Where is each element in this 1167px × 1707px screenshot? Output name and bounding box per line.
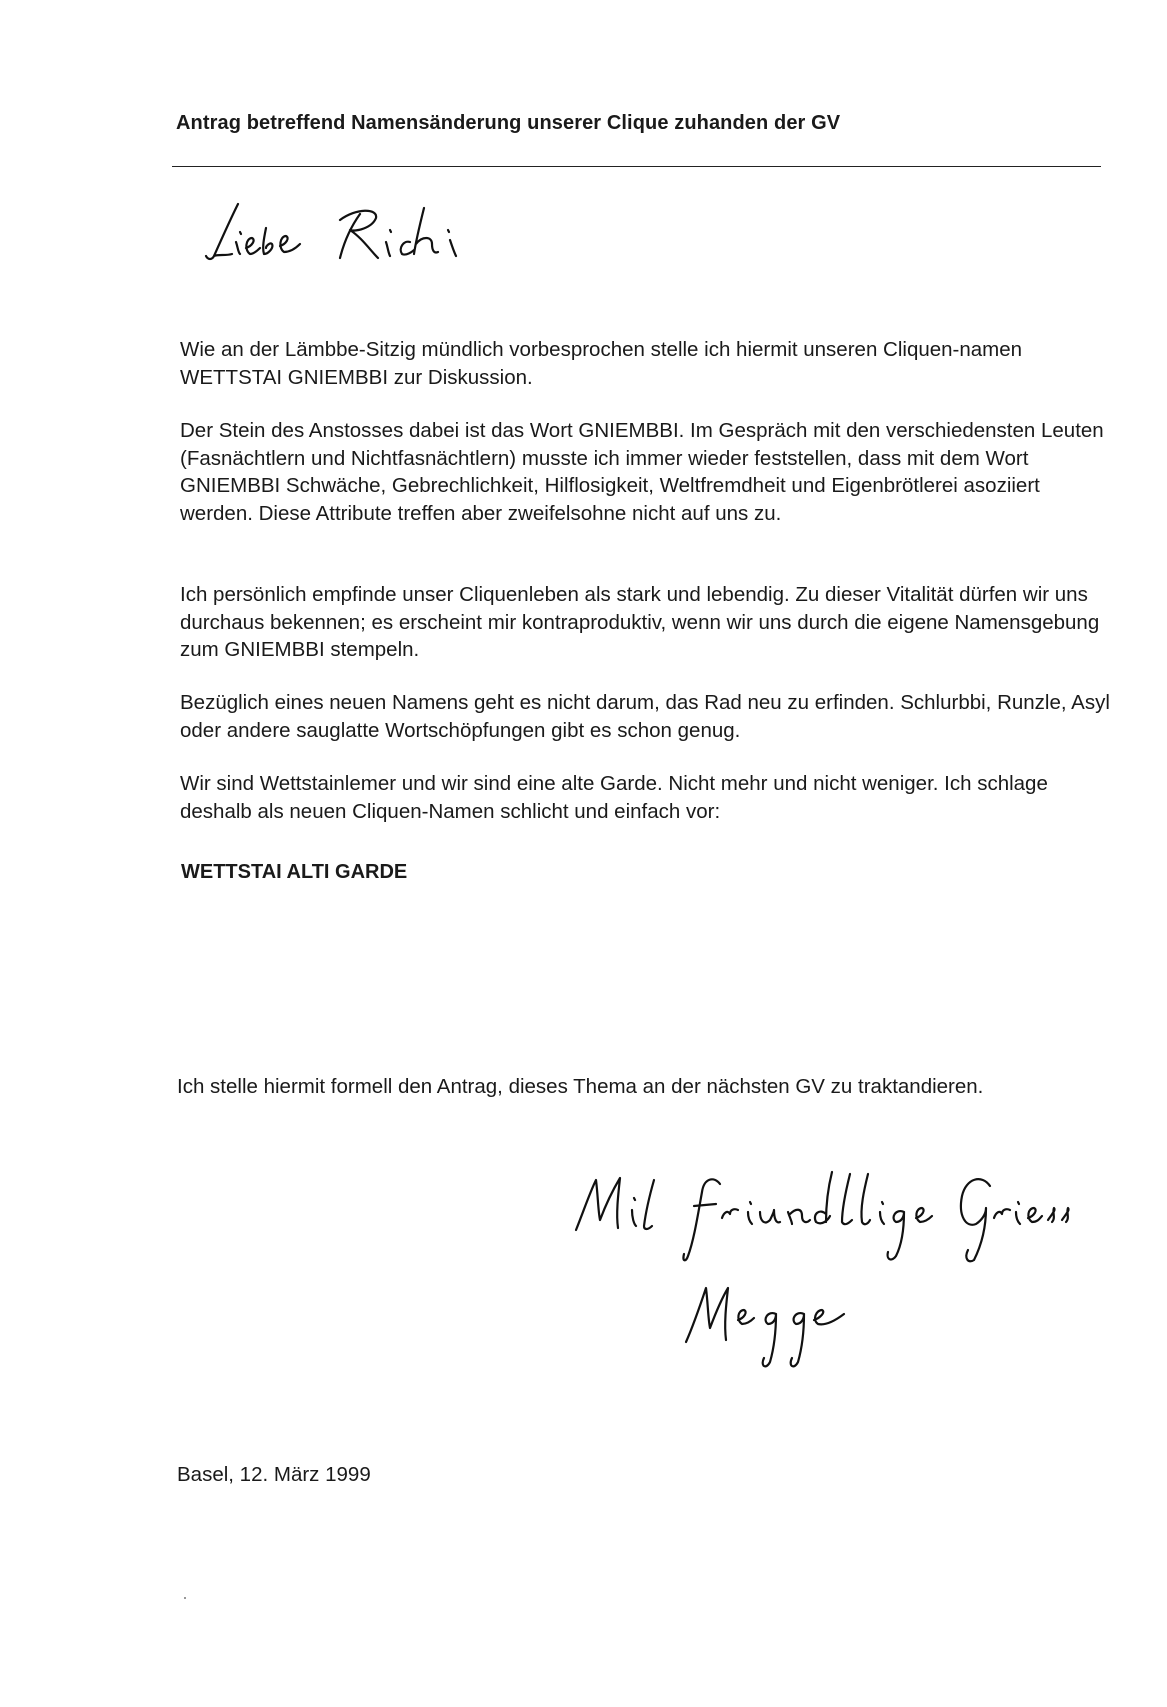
paragraph-3-text: Ich persönlich empfinde unser Cliquenleben als stark und lebendig. Zu dieser Vitalität dürfen wir uns durchaus bekennen; es erscheint mir kontraproduktiv, wenn wir uns durch die eigene Namensgebung zum GNIEMBBI stempeln. bbox=[180, 583, 1100, 661]
formal-request: Ich stelle hiermit formell den Antrag, dieses Thema an der nächsten GV zu traktandieren. bbox=[177, 1075, 984, 1098]
heading-rule bbox=[172, 166, 1101, 167]
scan-speck bbox=[184, 1597, 186, 1599]
paragraph-4-text: Bezüglich eines neuen Namens geht es nicht darum, das Rad neu zu erfinden. Schlurbbi, Runzle, Asyl oder andere sauglatte Wortschöpfungen gibt es schon genug. bbox=[180, 691, 1110, 742]
letter-heading: Antrag betreffend Namensänderung unserer Clique zuhanden der GV bbox=[176, 112, 841, 134]
paragraph-1 bbox=[180, 336, 1110, 391]
paragraph-2 bbox=[180, 417, 1110, 527]
paragraph-2-text: Der Stein des Anstosses dabei ist das Wort GNIEMBBI. Im Gespräch mit den verschiedensten Leuten (Fasnächtlern und Nichtfasnächtlern) musste ich immer wieder feststellen, dass mit dem Wort GNIEMBBI Schwäche, Gebrechlichkeit, Hilflosigkeit, Weltfremdheit und Eigenbrötlerei asoziiert werden. Diese Attribute treffen aber zweifelsohne nicht auf uns zu. bbox=[180, 419, 1104, 525]
paragraph-3 bbox=[180, 581, 1110, 664]
handwritten-closing bbox=[570, 1160, 1090, 1270]
handwritten-salutation bbox=[200, 198, 520, 278]
paragraph-5 bbox=[180, 770, 1110, 825]
paragraph-1-text: Wie an der Lämbbe-Sitzig mündlich vorbesprochen stelle ich hiermit unseren Cliquen-namen WETTSTAI GNIEMBBI zur Diskussion. bbox=[180, 338, 1023, 389]
paragraph-4 bbox=[180, 689, 1110, 744]
paragraph-5-text: Wir sind Wettstainlemer und wir sind eine alte Garde. Nicht mehr und nicht weniger. Ich schlage deshalb als neuen Cliquen-Namen schlicht und einfach vor: bbox=[180, 772, 1048, 823]
handwritten-signature bbox=[680, 1270, 900, 1380]
place-and-date: Basel, 12. März 1999 bbox=[177, 1463, 371, 1486]
proposed-name: WETTSTAI ALTI GARDE bbox=[181, 861, 408, 883]
